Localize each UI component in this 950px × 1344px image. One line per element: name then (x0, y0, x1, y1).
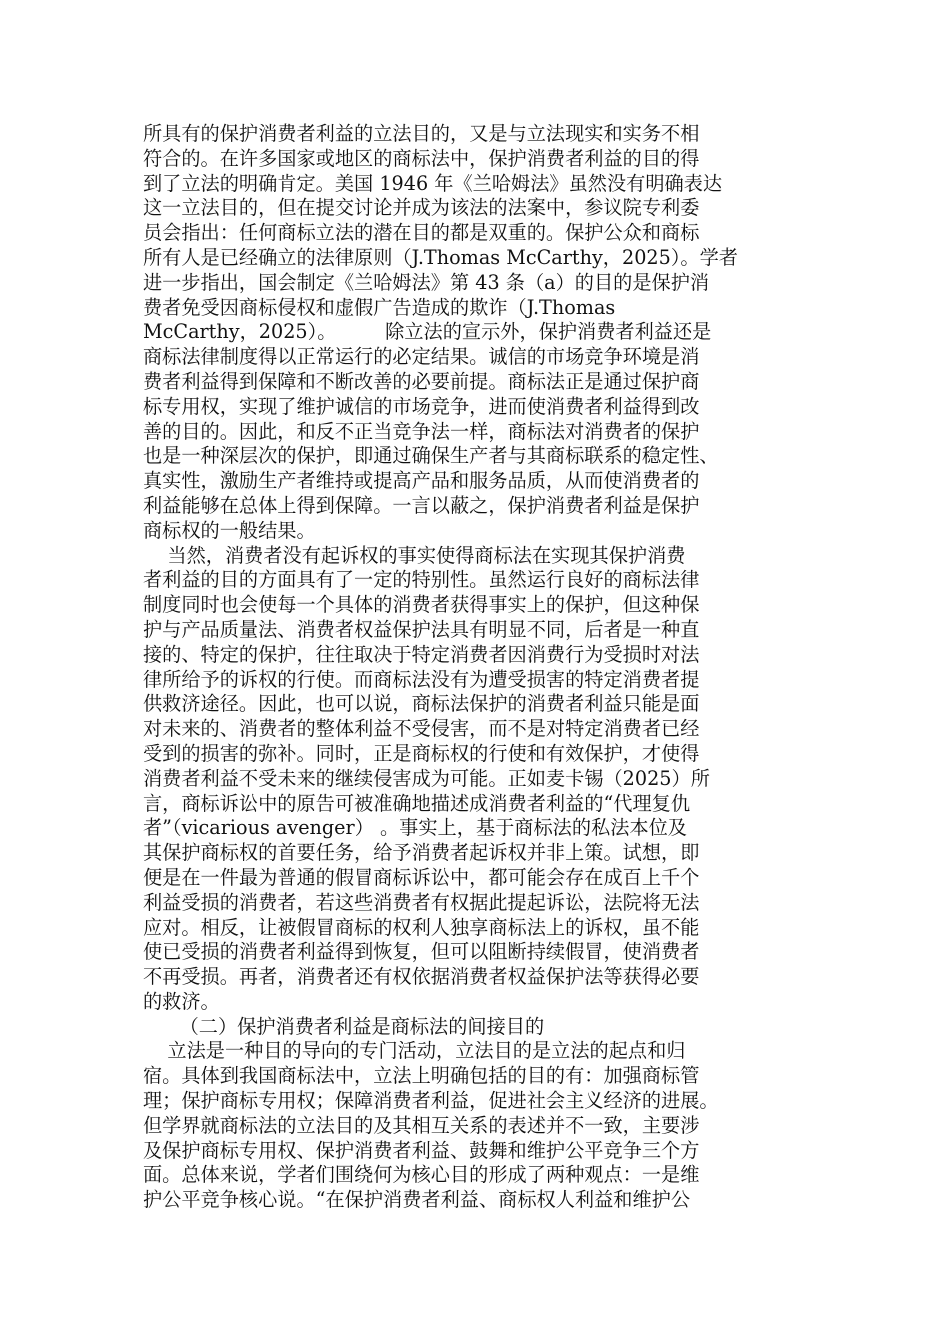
text-line: 制度同时也会使每一个具体的消费者获得事实上的保护，但这种保 (143, 593, 700, 617)
text-line: 其保护商标权的首要任务，给予消费者起诉权并非上策。试想，即 (143, 841, 700, 865)
text-line: 不再受损。再者，消费者还有权依据消费者权益保护法等获得必要 (143, 965, 700, 989)
text-line: 商标法律制度得以正常运行的必定结果。诚信的市场竞争环境是消 (143, 345, 700, 369)
text-line: 消费者利益不受未来的继续侵害成为可能。正如麦卡锡（2025）所 (143, 766, 710, 790)
text-line: 费者免受因商标侵权和虚假广告造成的欺诈（J.Thomas (143, 295, 616, 319)
text-line: 护公平竞争核心说。“在保护消费者利益、商标权人利益和维护公 (143, 1188, 691, 1212)
document-body (143, 122, 807, 1213)
text-line: 当然，消费者没有起诉权的事实使得商标法在实现其保护消费 (143, 543, 686, 567)
text-line: 便是在一件最为普通的假冒商标诉讼中，都可能会存在成百上千个 (143, 865, 700, 889)
text-line: 也是一种深层次的保护，即通过确保生产者与其商标联系的稳定性、 (143, 444, 719, 468)
text-line: 费者利益得到保障和不断改善的必要前提。商标法正是通过保护商 (143, 369, 700, 393)
text-line: 所具有的保护消费者利益的立法目的，又是与立法现实和实务不相 (143, 122, 700, 145)
text-line: 对未来的、消费者的整体利益不受侵害，而不是对特定消费者已经 (143, 717, 700, 741)
text-line: 及保护商标专用权、保护消费者利益、鼓舞和维护公平竞争三个方 (143, 1138, 700, 1162)
text-line: 受到的损害的弥补。同时，正是商标权的行使和有效保护，才使得 (143, 741, 700, 765)
section-heading: （二）保护消费者利益是商标法的间接目的 (143, 1014, 545, 1038)
text-line: 商标权的一般结果。 (143, 518, 316, 542)
text-line: 进一步指出，国会制定《兰哈姆法》第 43 条（a）的目的是保护消 (143, 270, 710, 294)
text-line: McCarthy，2025）。 除立法的宣示外，保护消费者利益还是 (143, 320, 712, 344)
text-line: 利益受损的消费者，若这些消费者有权据此提起诉讼，法院将无法 (143, 890, 700, 914)
text-line: 符合的。在许多国家或地区的商标法中，保护消费者利益的目的得 (143, 146, 700, 170)
text-line: 应对。相反，让被假冒商标的权利人独享商标法上的诉权，虽不能 (143, 915, 700, 939)
text-line: 的救济。 (143, 989, 220, 1013)
text-line: 宿。具体到我国商标法中，立法上明确包括的目的有：加强商标管 (143, 1064, 700, 1088)
text-line: 所有人是已经确立的法律原则（J.Thomas McCarthy，2025）。学者 (143, 245, 738, 269)
text-line: 利益能够在总体上得到保障。一言以蔽之，保护消费者利益是保护 (143, 493, 700, 517)
text-line: 标专用权，实现了维护诚信的市场竞争，进而使消费者利益得到改 (143, 394, 700, 418)
text-line: 护与产品质量法、消费者权益保护法具有明显不同，后者是一种直 (143, 617, 700, 641)
text-line: 供救济途径。因此，也可以说，商标法保护的消费者利益只能是面 (143, 692, 700, 716)
text-line: 到了立法的明确肯定。美国 1946 年《兰哈姆法》虽然没有明确表达 (143, 171, 723, 195)
text-line: 言，商标诉讼中的原告可被准确地描述成消费者利益的“代理复仇 (143, 791, 691, 815)
text-line: 者”（vicarious avenger） 。事实上，基于商标法的私法本位及 (143, 816, 687, 840)
text-line: 立法是一种目的导向的专门活动，立法目的是立法的起点和归 (143, 1039, 686, 1063)
text-line: 接的、特定的保护，往往取决于特定消费者因消费行为受损时对法 (143, 642, 700, 666)
text-line: 使已受损的消费者利益得到恢复，但可以阻断持续假冒，使消费者 (143, 940, 700, 964)
text-line: 律所给予的诉权的行使。而商标法没有为遭受损害的特定消费者提 (143, 667, 700, 691)
text-line: 面。总体来说，学者们围绕何为核心目的形成了两种观点：一是维 (143, 1163, 700, 1187)
text-line: 员会指出：任何商标立法的潜在目的都是双重的。保护公众和商标 (143, 221, 700, 245)
text-line: 这一立法目的，但在提交讨论并成为该法的法案中，参议院专利委 (143, 196, 700, 220)
text-line: 真实性，激励生产者维持或提高产品和服务品质，从而使消费者的 (143, 469, 700, 493)
text-line: 但学界就商标法的立法目的及其相互关系的表述并不一致，主要涉 (143, 1113, 700, 1137)
text-line: 理；保护商标专用权；保障消费者利益，促进社会主义经济的进展。 (143, 1089, 719, 1113)
text-line: 者利益的目的方面具有了一定的特别性。虽然运行良好的商标法律 (143, 568, 700, 592)
text-line: 善的目的。因此，和反不正当竞争法一样，商标法对消费者的保护 (143, 419, 700, 443)
